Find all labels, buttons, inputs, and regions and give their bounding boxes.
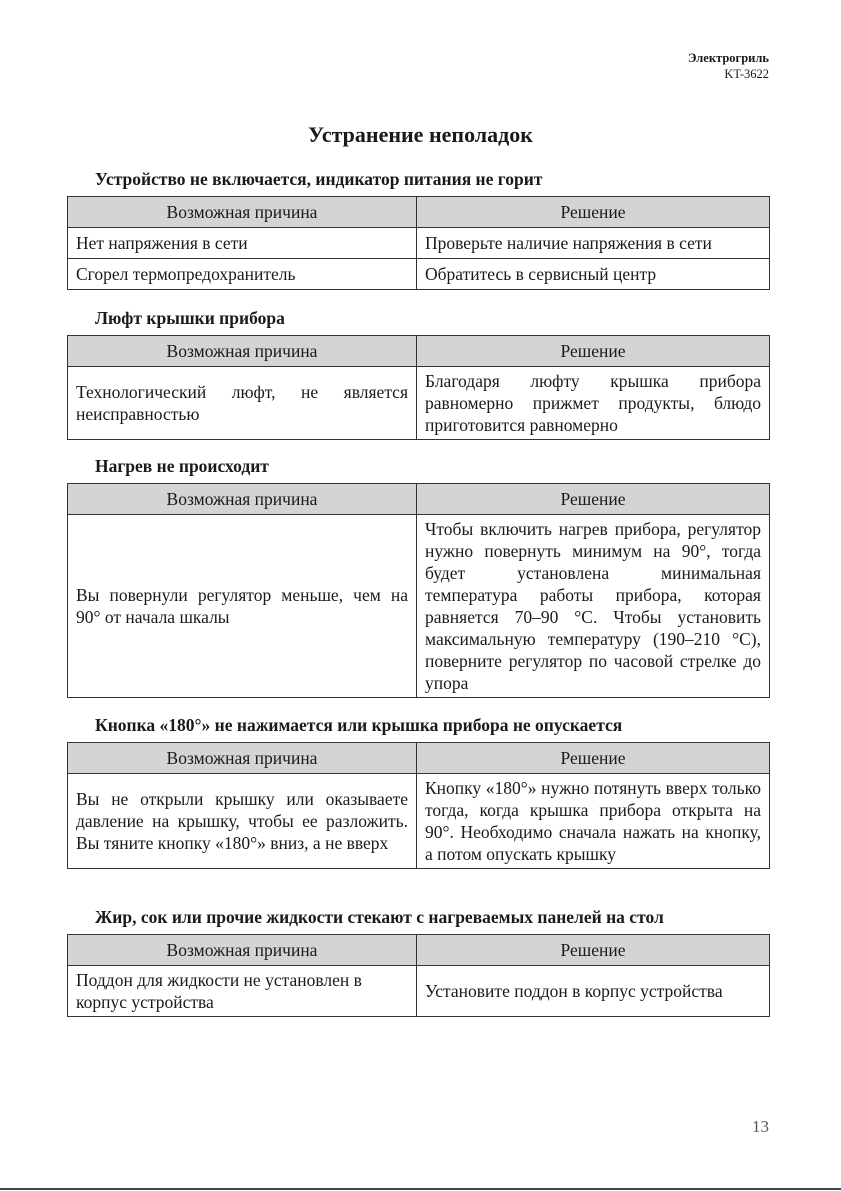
solution-cell: Установите поддон в корпус устройства [417,966,770,1017]
solution-cell: Чтобы включить нагрев прибора, регулятор нужно повернуть минимум на 90°, тогда будет установлена минимальная температура работы прибора, которая равняется 70–90 °С. Чтобы установить максимальную температуру (190–210 °С), поверните регулятор по часовой стрелке до упора [417,515,770,698]
section-no-heating [67,455,769,698]
section-heading: Нагрев не происходит [95,456,269,476]
solution-cell: Обратитесь в сервисный центр [417,259,770,290]
cause-cell: Поддон для жидкости не установлен в корпус устройства [68,966,417,1017]
column-header-solution: Решение [417,743,770,774]
troubleshooting-table [67,742,770,869]
solution-cell: Проверьте наличие напряжения в сети [417,228,770,259]
section-heading: Кнопка «180°» не нажимается или крышка прибора не опускается [95,715,623,735]
section-heading: Жир, сок или прочие жидкости стекают с нагреваемых панелей на стол [95,907,664,927]
section-heading: Устройство не включается, индикатор питания не горит [95,169,543,189]
page-header [688,50,769,82]
column-header-cause: Возможная причина [68,197,417,228]
cause-cell: Вы не открыли крышку или оказываете давление на крышку, чтобы ее разложить. Вы тяните кнопку «180°» вниз, а не вверх [68,774,417,869]
table-header-row [68,336,770,367]
column-header-solution: Решение [417,336,770,367]
page-number: 13 [752,1117,769,1136]
table-row [68,774,770,869]
bottom-divider [0,1188,841,1190]
table-header-row [68,197,770,228]
table-row [68,367,770,440]
cause-cell: Вы повернули регулятор меньше, чем на 90° от начала шкалы [68,515,417,698]
troubleshooting-table [67,196,770,290]
table-row [68,966,770,1017]
column-header-solution: Решение [417,935,770,966]
troubleshooting-table [67,934,770,1017]
section-180-button [67,714,769,869]
column-header-cause: Возможная причина [68,743,417,774]
column-header-solution: Решение [417,197,770,228]
section-heading: Люфт крышки прибора [95,308,285,328]
troubleshooting-table [67,483,770,698]
cause-cell: Технологический люфт, не является неисправностью [68,367,417,440]
product-name: Электрогриль [687,51,769,65]
table-row [68,228,770,259]
cause-cell: Сгорел термопредохранитель [68,259,417,290]
solution-cell: Благодаря люфту крышка прибора равномерно прижмет продукты, блюдо приготовится равномерно [417,367,770,440]
column-header-solution: Решение [417,484,770,515]
model-number: KT-3622 [724,67,769,81]
column-header-cause: Возможная причина [68,336,417,367]
section-lid-play [67,307,769,440]
page-title: Устранение неполадок [308,122,533,147]
cause-cell: Нет напряжения в сети [68,228,417,259]
section-no-power [67,168,769,290]
table-row [68,515,770,698]
table-header-row [68,743,770,774]
table-row [68,259,770,290]
troubleshooting-table [67,335,770,440]
solution-cell: Кнопку «180°» нужно потянуть вверх только тогда, когда крышка прибора открыта на 90°. Необходимо сначала нажать на кнопку, а потом опускать крышку [417,774,770,869]
table-header-row [68,935,770,966]
table-header-row [68,484,770,515]
section-liquid-leak [67,906,769,1017]
column-header-cause: Возможная причина [68,935,417,966]
column-header-cause: Возможная причина [68,484,417,515]
